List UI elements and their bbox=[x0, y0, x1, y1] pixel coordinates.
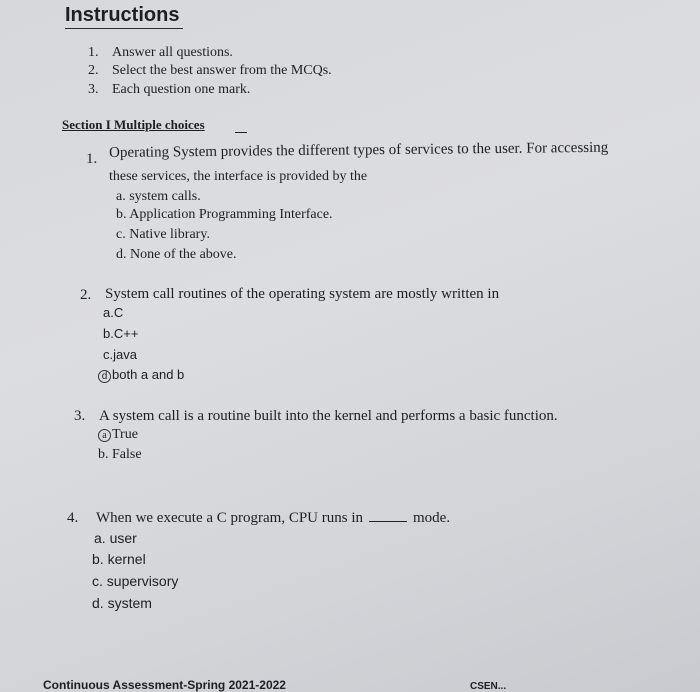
option: b. kernel bbox=[92, 551, 146, 567]
section-title: Section I Multiple choices bbox=[62, 117, 205, 132]
option: c. supervisory bbox=[92, 573, 179, 589]
option: c. Native library. bbox=[116, 227, 210, 242]
question-number: 1. bbox=[86, 151, 98, 167]
question-text: these services, the interface is provided by the bbox=[109, 169, 368, 184]
instruction-text: Select the best answer from the MCQs. bbox=[112, 63, 332, 78]
option: b. Application Programming Interface. bbox=[116, 207, 333, 222]
answer-circle-mark: a bbox=[98, 429, 111, 442]
answer-blank bbox=[369, 521, 407, 522]
answer-circle-mark: d bbox=[98, 370, 111, 383]
instruction-text: Answer all questions. bbox=[112, 45, 233, 60]
instruction-number: 1. bbox=[88, 45, 99, 60]
question-text-end: mode. bbox=[413, 510, 451, 526]
option: a. user bbox=[94, 530, 137, 546]
question-text: System call routines of the operating system are mostly written in bbox=[105, 286, 500, 302]
option-text: True bbox=[112, 427, 138, 442]
question-text-start: When we execute a C program, CPU runs in bbox=[96, 510, 364, 526]
question-text: Operating System provides the different types of services to the user. For accessing bbox=[109, 139, 609, 161]
option: d. None of the above. bbox=[116, 247, 237, 262]
footer-right: CSEN... bbox=[470, 681, 507, 692]
option: c.java bbox=[103, 347, 137, 362]
page-heading: Instructions bbox=[65, 4, 180, 26]
instruction-number: 3. bbox=[88, 82, 99, 97]
heading-underline bbox=[65, 28, 183, 29]
question-text: A system call is a routine built into the kernel and performs a basic function. bbox=[99, 408, 558, 424]
circled-answer bbox=[98, 367, 184, 383]
option: d. system bbox=[92, 595, 152, 611]
question-text bbox=[96, 510, 450, 527]
instruction-text: Each question one mark. bbox=[112, 82, 251, 97]
option: a. system calls. bbox=[116, 189, 201, 204]
option: a.C bbox=[103, 305, 124, 320]
instruction-number: 2. bbox=[88, 63, 99, 78]
option: b. False bbox=[98, 447, 142, 462]
circled-answer bbox=[98, 427, 138, 443]
footer-left: Continuous Assessment-Spring 2021-2022 bbox=[43, 678, 286, 692]
section-title-rule bbox=[235, 132, 247, 133]
option-text: both a and b bbox=[112, 367, 185, 382]
option: b.C++ bbox=[103, 326, 139, 341]
question-number: 3. bbox=[74, 408, 86, 424]
question-number: 2. bbox=[80, 287, 92, 303]
question-number: 4. bbox=[67, 510, 79, 526]
